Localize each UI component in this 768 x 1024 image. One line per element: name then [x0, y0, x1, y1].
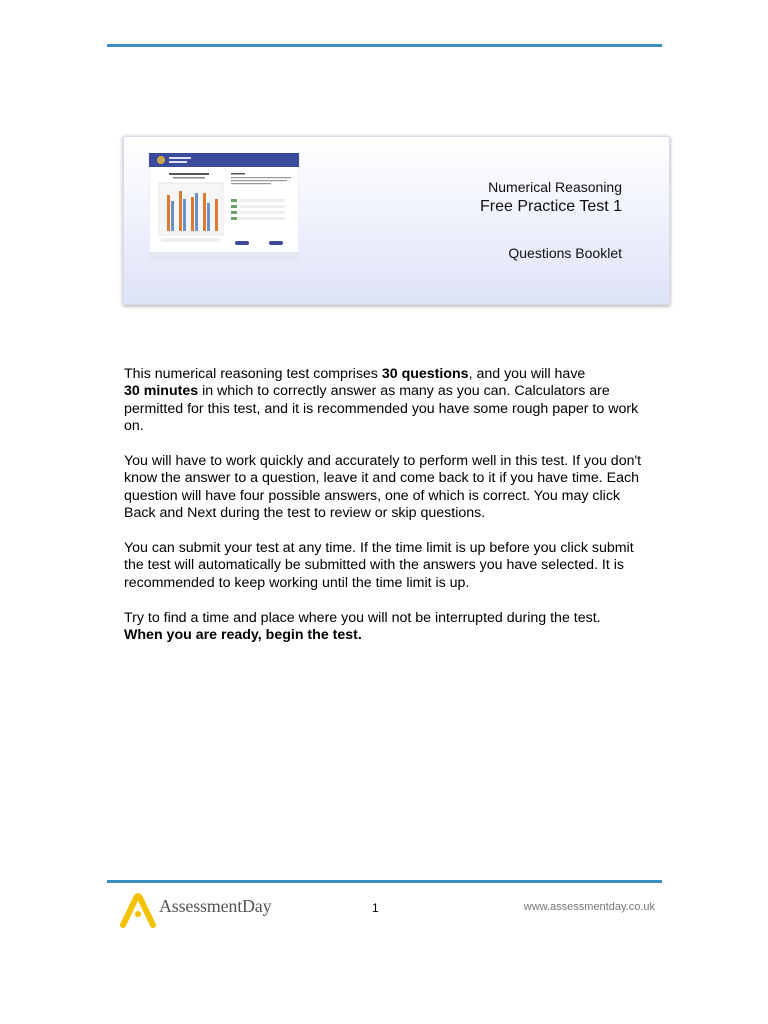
p1-bold-questions: 30 questions [381, 366, 469, 382]
title-banner [123, 136, 670, 305]
p1-text-c: , and you will have [468, 366, 586, 382]
page-number: 1 [372, 901, 379, 915]
footer-rule [107, 880, 662, 883]
assessmentday-logo [120, 892, 270, 928]
paragraph-4 [124, 610, 649, 645]
footer-url[interactable]: www.assessmentday.co.uk [523, 901, 655, 913]
logo-text: AssessmentDay [159, 896, 272, 916]
paragraph-2: You will have to work quickly and accurately to perform well in this test. If you don't know the answer to a question, leave it and come back to it if you have time. Each question will have four possible answers, one of which is correct. You may click Back and Next during the test to review or skip questions. [124, 453, 642, 522]
test-preview-thumbnail [149, 153, 299, 281]
instructions [124, 366, 649, 662]
p1-bold-minutes: 30 minutes [124, 383, 199, 400]
paragraph-1 [124, 366, 649, 436]
header-rule [107, 44, 662, 47]
logo-triangle-icon [120, 892, 158, 928]
banner-booklet-label: Questions Booklet [508, 245, 622, 261]
p4-text: Try to find a time and place where you will not be interrupted during the test. [124, 609, 601, 626]
paragraph-3: You can submit your test at any time. If the time limit is up before you click submit the test will automatically be submitted with the answers you have selected. It is recommended to keep working until the time limit is up. [124, 540, 634, 591]
banner-subtitle: Numerical Reasoning [488, 179, 622, 195]
p1-text-a: This numerical reasoning test comprises [124, 366, 382, 382]
p1-text-e: in which to correctly answer as many as you can. Calculators are permitted for this test, and it is recommended you have some rough paper to work on. [124, 383, 639, 435]
banner-title: Free Practice Test 1 [480, 198, 622, 215]
p4-bold-begin: When you are ready, begin the test. [124, 627, 362, 644]
